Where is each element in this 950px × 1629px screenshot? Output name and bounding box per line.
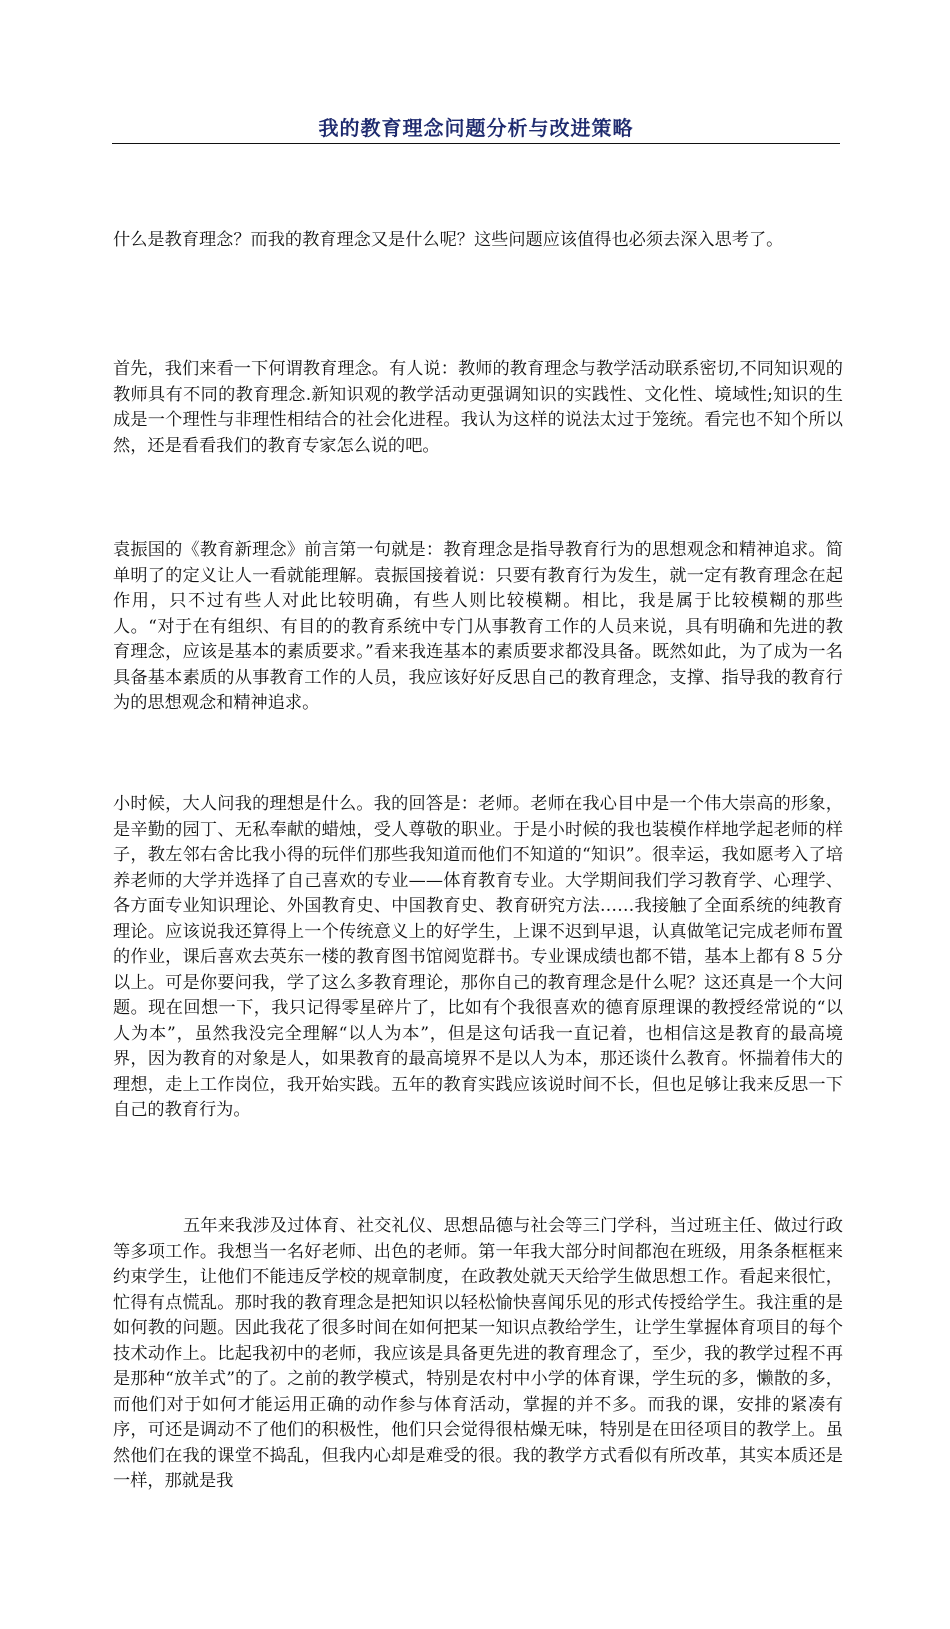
paragraph: 五年来我涉及过体育、社交礼仪、思想品德与社会等三门学科，当过班主任、做过行政等多项工作。我想当一名好老师、出色的老师。第一年我大部分时间都泡在班级，用条条框框来约束学生，让他们不能违反学校的规章制度，在政教处就天天给学生做思想工作。看起来很忙，忙得有点慌乱。那时我的教育理念是把知识以轻松愉快喜闻乐见的形式传授给学生。我注重的是如何教的问题。因此我花了很多时间在如何把某一知识点教给学生，让学生掌握体育项目的每个技术动作上。比起我初中的老师，我应该是具备更先进的教育理念了，至少，我的教学过程不再是那种“放羊式”的了。之前的教学模式，特别是农村中小学的体育课，学生玩的多，懒散的多，而他们对于如何才能运用正确的动作参与体育活动，掌握的并不多。而我的课，安排的紧凑有序，可还是调动不了他们的积极性，他们只会觉得很枯燥无味，特别是在田径项目的教学上。虽然他们在我的课堂不捣乱，但我内心却是难受的很。我的教学方式看似有所改革，其实本质还是一样，那就是我 bbox=[113, 1216, 843, 1491]
paragraph: 首先，我们来看一下何谓教育理念。有人说：教师的教育理念与教学活动联系密切,不同知识观的教师具有不同的教育理念.新知识观的教学活动更强调知识的实践性、文化性、境域性;知识的生成是一个理性与非理性相结合的社会化进程。我认为这样的说法太过于笼统。看完也不知个所以然，还是看看我们的教育专家怎么说的吧。 bbox=[113, 359, 843, 456]
title-block bbox=[112, 115, 840, 144]
paragraph: 什么是教育理念？而我的教育理念又是什么呢？这些问题应该值得也必须去深入思考了。 bbox=[113, 230, 784, 250]
paragraph: 小时候，大人问我的理想是什么。我的回答是：老师。老师在我心目中是一个伟大崇高的形象，是辛勤的园丁、无私奉献的蜡烛，受人尊敬的职业。于是小时候的我也装模作样地学起老师的样子，教左邻右舍比我小得的玩伴们那些我知道而他们不知道的“知识”。很幸运，我如愿考入了培养老师的大学并选择了自己喜欢的专业——体育教育专业。大学期间我们学习教育学、心理学、各方面专业知识理论、外国教育史、中国教育史、教育研究方法……我接触了全面系统的纯教育理论。应该说我还算得上一个传统意义上的好学生，上课不迟到早退，认真做笔记完成老师布置的作业，课后喜欢去英东一楼的教育图书馆阅览群书。专业课成绩也都不错，基本上都有８５分以上。可是你要问我，学了这么多教育理论，那你自己的教育理念是什么呢？这还真是一个大问题。现在回想一下，我只记得零星碎片了，比如有个我很喜欢的德育原理课的教授经常说的“以人为本”，虽然我没完全理解“以人为本”，但是这句话我一直记着，也相信这是教育的最高境界，因为教育的对象是人，如果教育的最高境界不是以人为本，那还谈什么教育。怀揣着伟大的理想，走上工作岗位，我开始实践。五年的教育实践应该说时间不长，但也足够让我来反思一下自己的教育行为。 bbox=[113, 794, 843, 1120]
paragraph: 袁振国的《教育新理念》前言第一句就是：教育理念是指导教育行为的思想观念和精神追求。简单明了的定义让人一看就能理解。袁振国接着说：只要有教育行为发生，就一定有教育理念在起作用，只不过有些人对此比较明确，有些人则比较模糊。相比，我是属于比较模糊的那些人。“对于在有组织、有目的的教育系统中专门从事教育工作的人员来说，具有明确和先进的教育理念，应该是基本的素质要求。”看来我连基本的素质要求都没具备。既然如此，为了成为一名具备基本素质的从事教育工作的人员，我应该好好反思自己的教育理念，支撑、指导我的教育行为的思想观念和精神追求。 bbox=[113, 540, 843, 713]
page-title: 我的教育理念问题分析与改进策略 bbox=[318, 116, 634, 140]
